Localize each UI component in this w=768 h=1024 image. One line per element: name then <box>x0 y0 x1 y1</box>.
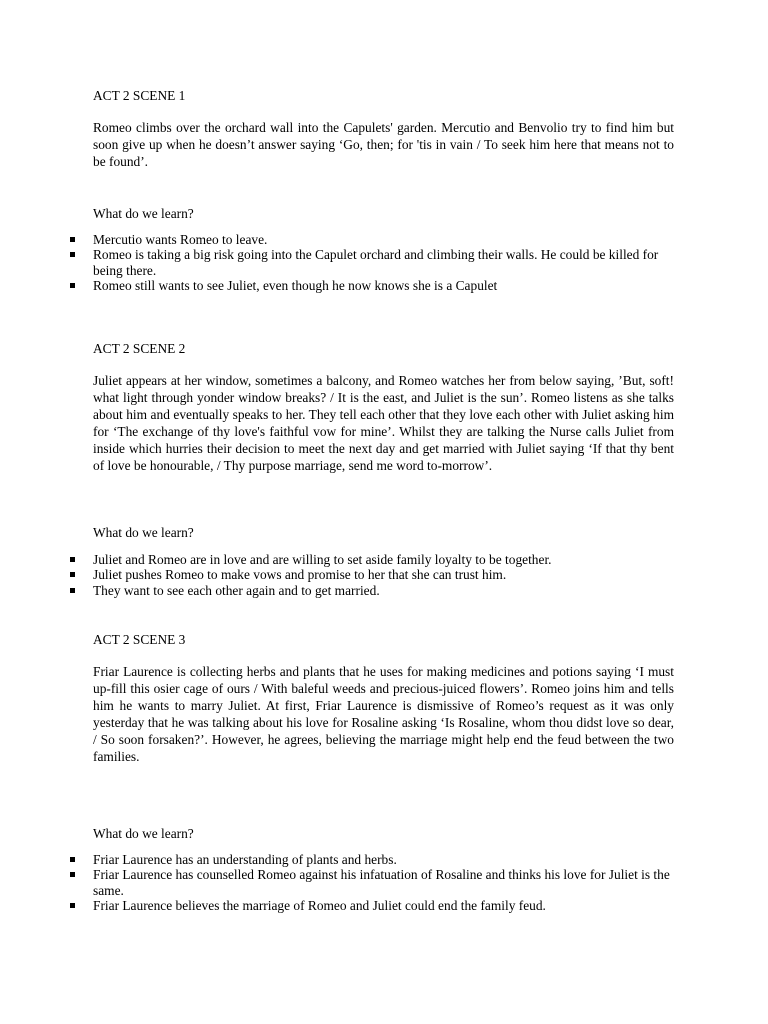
list-item <box>0 583 674 598</box>
scene-3-bullet-list <box>0 852 674 914</box>
list-item-text: They want to see each other again and to get married. <box>93 582 380 598</box>
list-item <box>0 247 674 278</box>
scene-3-question: What do we learn? <box>93 826 194 841</box>
list-item <box>0 867 674 898</box>
square-bullet-icon <box>70 588 75 593</box>
square-bullet-icon <box>70 857 75 862</box>
list-item-text: Juliet and Romeo are in love and are willing to set aside family loyalty to be together. <box>93 552 552 567</box>
list-item-text: Romeo still wants to see Juliet, even though he now knows she is a Capulet <box>93 278 498 294</box>
square-bullet-icon <box>70 903 75 908</box>
list-item-text: Juliet pushes Romeo to make vows and promise to her that she can trust him. <box>93 567 507 583</box>
list-item <box>0 278 674 293</box>
list-item-text: Romeo is taking a big risk going into the Capulet orchard and climbing their walls. He could be killed for being there. <box>93 247 659 278</box>
list-item <box>0 852 674 867</box>
scene-3-heading: ACT 2 SCENE 3 <box>93 632 186 647</box>
list-item <box>0 552 674 567</box>
square-bullet-icon <box>70 252 75 257</box>
list-item-text: Friar Laurence has an understanding of plants and herbs. <box>93 852 397 867</box>
list-item-text: Mercutio wants Romeo to leave. <box>93 232 268 247</box>
square-bullet-icon <box>70 572 75 577</box>
list-item <box>0 898 674 913</box>
scene-1-bullet-list <box>0 232 674 294</box>
list-item-text: Friar Laurence believes the marriage of Romeo and Juliet could end the family feud. <box>93 898 546 914</box>
square-bullet-icon <box>70 237 75 242</box>
list-item <box>0 567 674 582</box>
scene-2-question: What do we learn? <box>93 525 194 540</box>
scene-2-heading: ACT 2 SCENE 2 <box>93 341 186 356</box>
square-bullet-icon <box>70 557 75 562</box>
list-item <box>0 232 674 247</box>
square-bullet-icon <box>70 872 75 877</box>
scene-2-paragraph: Juliet appears at her window, sometimes a balcony, and Romeo watches her from below saying, ’But, soft! what light through yonder window breaks? / It is the east, and Juliet is the sun’. Romeo listens as she talks about him and eventually speaks to her. They tell each other that they love each other with Juliet asking him for ‘The exchange of thy love's faithful vow for mine’. Whilst they are talking the Nurse calls Juliet from inside which hurries their decision to meet the next day and get married with Juliet saying ‘If that thy bent of love be honourable, / Thy purpose marriage, send me word to-morrow’. <box>93 373 674 473</box>
scene-1-heading: ACT 2 SCENE 1 <box>93 88 186 103</box>
list-item-text: Friar Laurence has counselled Romeo against his infatuation of Rosaline and thinks his love for Juliet is the same. <box>93 867 670 898</box>
scene-1-question: What do we learn? <box>93 206 194 221</box>
scene-1-paragraph: Romeo climbs over the orchard wall into the Capulets' garden. Mercutio and Benvolio try to find him but soon give up when he doesn’t answer saying ‘Go, then; for 'tis in vain / To seek him here that means not to be found’. <box>93 120 674 169</box>
scene-2-bullet-list <box>0 552 674 598</box>
square-bullet-icon <box>70 283 75 288</box>
scene-3-paragraph: Friar Laurence is collecting herbs and plants that he uses for making medicines and potions saying ‘I must up-fill this osier cage of ours / With baleful weeds and precious-juiced flowers’. Romeo joins him and tells him he wants to marry Juliet. At first, Friar Laurence is dismissive of Romeo’s request as it was only yesterday that he was talking about his love for Rosaline asking ‘Is Rosaline, whom thou didst love so dear, / So soon forsaken?’. However, he agrees, believing the marriage might help end the feud between the two families. <box>93 664 674 764</box>
